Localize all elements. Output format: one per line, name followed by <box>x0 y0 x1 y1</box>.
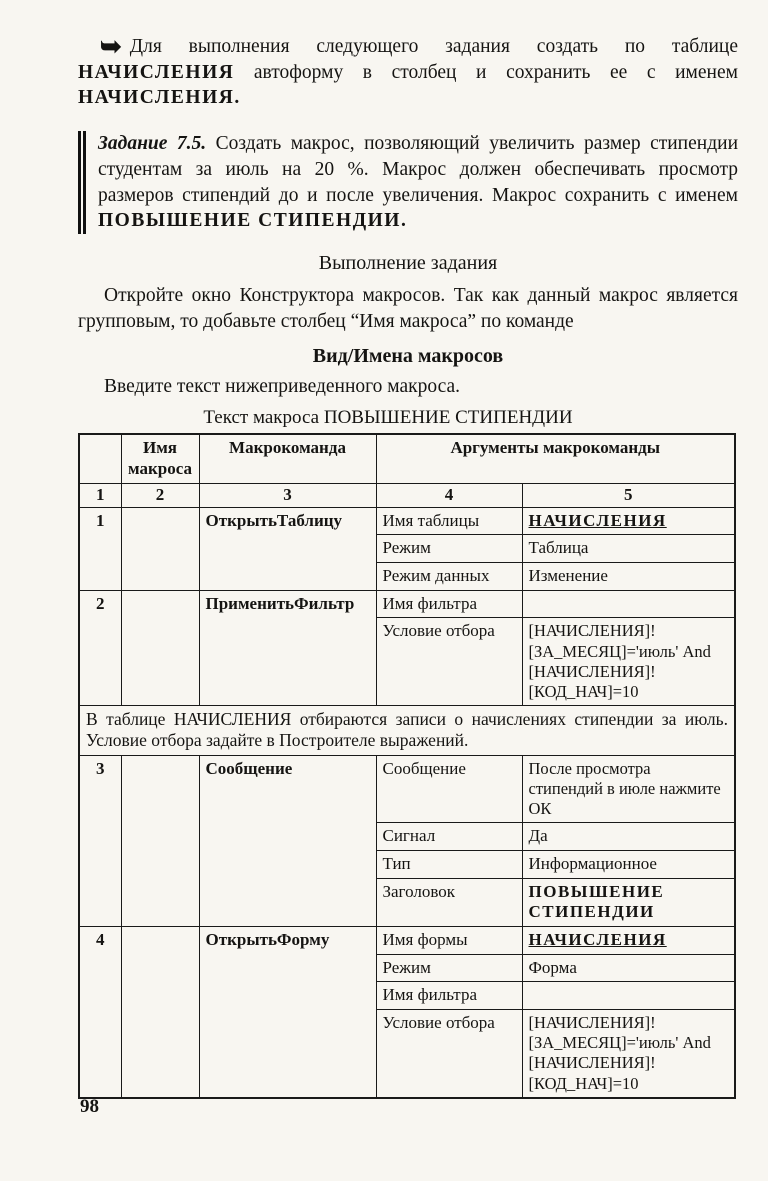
filter-note: В таблице НАЧИСЛЕНИЯ отбираются записи о начислениях стипендии за июль. Условие отбора задайте в Построителе выражений. <box>79 705 735 755</box>
arg-value <box>522 982 735 1010</box>
arg-label: Режим <box>376 535 522 563</box>
arg-label: Имя формы <box>376 926 522 954</box>
arg-value: НАЧИСЛЕНИЯ <box>522 507 735 535</box>
arg-value: Изменение <box>522 563 735 591</box>
arg-label: Условие отбора <box>376 618 522 706</box>
col-number-3: 3 <box>199 483 376 507</box>
task-paragraph <box>98 131 738 234</box>
col-number-1: 1 <box>79 483 121 507</box>
table-row <box>79 755 735 822</box>
intro-text-2: автоформу в столбец и сохранить ее с именем <box>234 61 738 83</box>
action-1-num: 1 <box>79 507 121 590</box>
arg-value: Форма <box>522 954 735 982</box>
page-number: 98 <box>80 1096 99 1117</box>
action-2-command: ПрименитьФильтр <box>199 590 376 705</box>
table-row <box>79 507 735 535</box>
header-macro-name: Имя макроса <box>121 434 199 483</box>
arg-value: НАЧИСЛЕНИЯ <box>522 926 735 954</box>
arg-value: [НАЧИСЛЕНИЯ]! [ЗА_МЕСЯЦ]='июль' And [НАЧИСЛЕНИЯ]! [КОД_НАЧ]=10 <box>522 618 735 706</box>
action-2-macro-name <box>121 590 199 705</box>
intro-table-name-1: НАЧИСЛЕНИЯ <box>78 61 235 83</box>
arg-label: Имя фильтра <box>376 590 522 618</box>
arg-value: После просмотра стипендий в июле нажмите ОК <box>522 755 735 822</box>
intro-paragraph <box>78 34 738 111</box>
arg-value: Да <box>522 823 735 851</box>
task-block <box>78 131 738 234</box>
arg-value <box>522 590 735 618</box>
col-number-5: 5 <box>522 483 735 507</box>
col-number-4: 4 <box>376 483 522 507</box>
column-numbers-row <box>79 483 735 507</box>
arg-label: Сообщение <box>376 755 522 822</box>
action-4-command: ОткрытьФорму <box>199 926 376 1097</box>
arg-value: Таблица <box>522 535 735 563</box>
task-label: Задание 7.5. <box>98 133 207 155</box>
arg-label: Имя фильтра <box>376 982 522 1010</box>
header-arguments: Аргументы макрокоманды <box>376 434 735 483</box>
intro-table-name-2: НАЧИСЛЕНИЯ. <box>78 87 241 109</box>
task-arrow-icon: ➥ <box>100 32 122 61</box>
task-macro-name: ПОВЫШЕНИЕ СТИПЕНДИИ. <box>98 210 408 232</box>
arg-label: Условие отбора <box>376 1010 522 1098</box>
exec-heading: Выполнение задания <box>318 252 498 275</box>
arg-label: Имя таблицы <box>376 507 522 535</box>
arg-label: Тип <box>376 850 522 878</box>
menu-command: Вид/Имена макросов <box>312 344 504 367</box>
table-note-row <box>79 705 735 755</box>
action-3-macro-name <box>121 755 199 926</box>
header-macro-command: Макрокоманда <box>199 434 376 483</box>
table-row <box>79 590 735 618</box>
arg-label: Режим <box>376 954 522 982</box>
col-number-2: 2 <box>121 483 199 507</box>
action-4-num: 4 <box>79 926 121 1097</box>
macro-table <box>78 433 736 1098</box>
action-2-num: 2 <box>79 590 121 705</box>
intro-text-1: Для выполнения следующего задания создать по таблице <box>129 36 738 57</box>
enter-macro-paragraph: Введите текст нижеприведенного макроса. <box>104 375 461 397</box>
header-empty <box>79 434 121 483</box>
arg-label: Режим данных <box>376 563 522 591</box>
table-caption: Текст макроса ПОВЫШЕНИЕ СТИПЕНДИИ <box>203 407 573 429</box>
action-3-command: Сообщение <box>199 755 376 926</box>
table-row <box>79 926 735 954</box>
arg-label: Заголовок <box>376 878 522 926</box>
action-4-macro-name <box>121 926 199 1097</box>
arg-label: Сигнал <box>376 823 522 851</box>
header-row <box>79 434 735 483</box>
arg-value: [НАЧИСЛЕНИЯ]! [ЗА_МЕСЯЦ]='июль' And [НАЧИСЛЕНИЯ]! [КОД_НАЧ]=10 <box>522 1010 735 1098</box>
action-1-command: ОткрытьТаблицу <box>199 507 376 590</box>
open-designer-paragraph: Откройте окно Конструктора макросов. Так как данный макрос является групповым, то добавьте столбец “Имя макроса” по команде <box>78 285 738 332</box>
arg-value: ПОВЫШЕНИЕ СТИПЕНДИИ <box>522 878 735 926</box>
action-1-macro-name <box>121 507 199 590</box>
task-text: Создать макрос, позволяющий увеличить размер стипендии студентам за июль на 20 %. Макрос должен обеспечивать просмотр размеров стипендий до и после увеличения. Макрос сохранить с именем <box>98 133 739 206</box>
arg-value: Информационное <box>522 850 735 878</box>
action-3-num: 3 <box>79 755 121 926</box>
